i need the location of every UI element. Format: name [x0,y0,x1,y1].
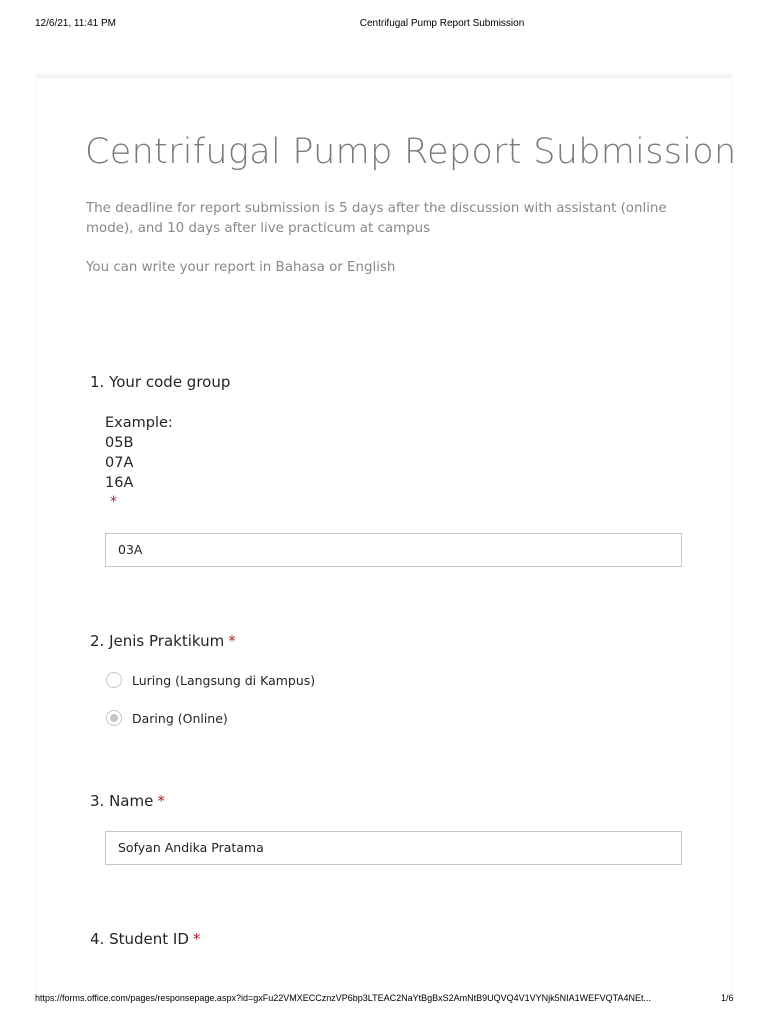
form-title: Centrifugal Pump Report Submission [85,132,737,172]
question-4-label: 4. Student ID [90,930,189,948]
print-page-number: 1/6 [721,993,734,1003]
print-date: 12/6/21, 11:41 PM [35,18,116,29]
question-4-title [90,930,200,948]
question-1-title [90,373,230,391]
radio-button[interactable] [106,710,122,726]
code-group-input[interactable]: 03A [105,533,682,567]
name-input[interactable]: Sofyan Andika Pratama [105,831,682,865]
radio-selected-dot [110,714,118,722]
print-url: https://forms.office.com/pages/responsepage.aspx?id=gxFu22VMXECCznzVP6bp3LTEAC2NaYtBgBxS2AmNtB9UQVQ4V1VYNjk5NIA1WEFVQTA4NEt... [35,993,652,1003]
question-2-label: 2. Jenis Praktikum [90,632,225,650]
question-1-label: 1. Your code group [90,373,231,391]
form-description-language: You can write your report in Bahasa or English [86,260,396,275]
print-footer [0,993,768,1007]
example-line: 16A [105,475,134,491]
radio-label: Luring (Langsung di Kampus) [132,672,316,688]
required-asterisk: * [157,792,165,810]
question-3-title [90,792,165,810]
example-line: 05B [105,435,134,451]
question-2-title [90,632,236,650]
required-asterisk: * [110,494,117,510]
radio-label: Daring (Online) [132,710,228,726]
print-title: Centrifugal Pump Report Submission [359,18,525,29]
example-line: 07A [105,455,134,471]
radio-option-luring[interactable] [106,670,315,690]
radio-option-daring[interactable] [106,708,228,728]
form-description: The deadline for report submission is 5 days after the discussion with assistant (online mode), and 10 days after live practicum at campus [86,201,667,236]
print-header [0,18,768,32]
example-line: Example: [105,415,173,431]
required-asterisk: * [228,632,236,650]
required-asterisk: * [192,930,201,948]
question-3-label: 3. Name [90,792,154,810]
question-1-example [105,413,173,493]
radio-button[interactable] [106,672,122,688]
